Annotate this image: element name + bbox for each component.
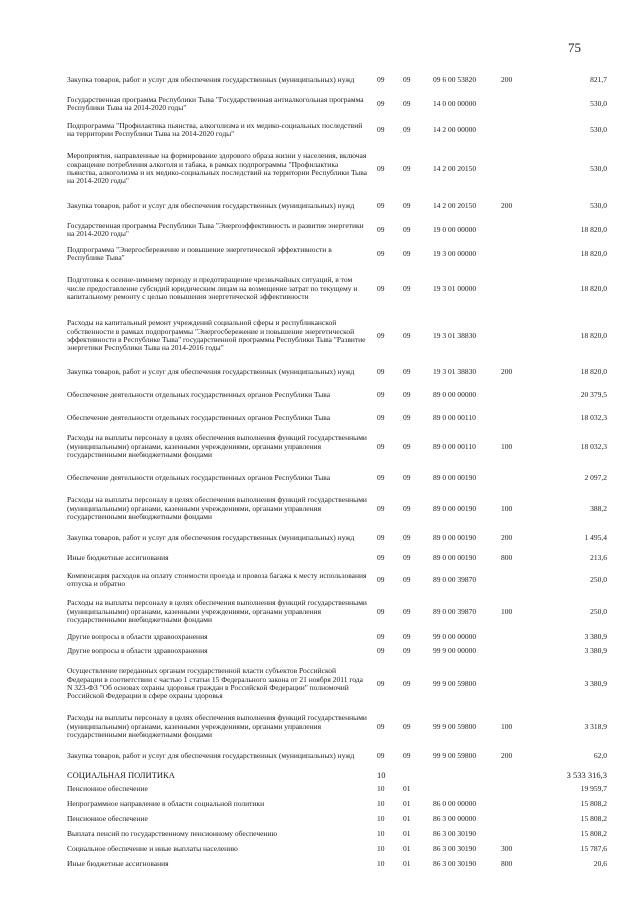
row-sum: 3 380,9 <box>584 631 607 641</box>
row-csr-code: 14 0 00 00000 <box>433 98 477 108</box>
table-row <box>67 492 607 526</box>
table-row <box>67 550 607 566</box>
row-rz-code: 09 <box>377 532 385 542</box>
row-vr-code: 800 <box>501 859 513 869</box>
row-pr-code: 09 <box>403 224 411 234</box>
row-name: Обеспечение деятельности отдельных государственных органов Республики Тыва <box>67 412 331 422</box>
row-name: Непрограммное направление в области социальной политики <box>67 799 265 809</box>
row-rz-code: 09 <box>377 124 385 134</box>
row-sum: 15 787,6 <box>580 844 607 854</box>
row-csr-code: 86 0 00 00000 <box>433 799 477 809</box>
table-row <box>67 144 607 194</box>
row-rz-code: 10 <box>377 769 386 780</box>
row-name: Закупка товаров, работ и услуг для обеспечения государственных (муниципальных) нужд <box>67 74 355 84</box>
row-rz-code: 09 <box>377 330 385 340</box>
row-pr-code: 09 <box>403 389 411 399</box>
row-sum: 20 379,5 <box>580 389 607 399</box>
row-csr-code: 89 0 00 00000 <box>433 389 477 399</box>
table-row <box>67 360 607 384</box>
table-row <box>67 116 607 144</box>
row-sum: 3 533 316,3 <box>566 769 607 780</box>
row-pr-code: 09 <box>403 631 411 641</box>
row-sum: 18 032,3 <box>580 412 607 422</box>
row-pr-code: 01 <box>403 829 411 839</box>
row-pr-code: 09 <box>403 163 411 173</box>
row-csr-code: 89 0 00 00110 <box>433 412 476 422</box>
row-pr-code: 09 <box>403 330 411 340</box>
row-vr-code: 200 <box>501 532 513 542</box>
row-pr-code: 09 <box>403 721 411 731</box>
table-row <box>67 842 607 857</box>
row-vr-code: 100 <box>501 503 513 513</box>
row-rz-code: 09 <box>377 750 385 760</box>
table-row <box>67 266 607 312</box>
row-rz-code: 09 <box>377 163 385 173</box>
row-rz-code: 10 <box>377 784 385 794</box>
budget-table <box>67 68 607 872</box>
row-vr-code: 300 <box>501 844 513 854</box>
row-vr-code: 200 <box>501 366 513 376</box>
row-name: Расходы на выплаты персоналу в целях обеспечения выполнения функций государственными (муниципальными) органами, казенными учреждениями, органами управления государственными внебюджетными фондами <box>67 598 367 625</box>
table-row <box>67 594 607 630</box>
row-name: Осуществление переданных органам государственной власти субъектов Российской Федерации в соответствии с частью 1 статьи 15 Федерального закона от 21 ноября 2011 года N 323-ФЗ "Об основах охраны здоровья граждан в Российской Федерации" полномочий Российской Федерации в сфере охраны здоровья <box>67 666 363 701</box>
row-sum: 20,6 <box>593 859 607 869</box>
table-row <box>67 406 607 430</box>
row-sum: 530,0 <box>590 200 607 210</box>
row-name: Закупка товаров, работ и услуг для обеспечения государственных (муниципальных) нужд <box>67 750 355 760</box>
row-csr-code: 09 6 00 53820 <box>433 74 477 84</box>
row-pr-code: 09 <box>403 750 411 760</box>
row-sum: 1 495,4 <box>584 532 607 542</box>
table-row <box>67 194 607 218</box>
row-name: Компенсация расходов на оплату стоимости проезда и провоза багажа к месту использования отпуска и обратно <box>67 570 367 588</box>
row-sum: 2 097,2 <box>584 472 607 482</box>
row-pr-code: 01 <box>403 859 411 869</box>
row-rz-code: 09 <box>377 248 385 258</box>
table-row <box>67 566 607 594</box>
row-rz-code: 09 <box>377 721 385 731</box>
table-row <box>67 92 607 116</box>
row-sum: 3 380,9 <box>584 645 607 655</box>
row-pr-code: 09 <box>403 124 411 134</box>
table-row <box>67 218 607 242</box>
row-rz-code: 09 <box>377 645 385 655</box>
row-csr-code: 19 0 00 00000 <box>433 224 477 234</box>
row-pr-code: 09 <box>403 552 411 562</box>
row-sum: 18 820,0 <box>580 248 607 258</box>
row-rz-code: 09 <box>377 200 385 210</box>
row-name: Выплата пенсий по государственному пенсионному обеспечению <box>67 829 278 839</box>
row-csr-code: 86 3 00 30190 <box>433 859 477 869</box>
row-pr-code: 01 <box>403 799 411 809</box>
row-pr-code: 09 <box>403 98 411 108</box>
row-name: Пенсионное обеспечение <box>67 814 148 824</box>
row-name: Расходы на выплаты персоналу в целях обеспечения выполнения функций государственными (муниципальными) органами, казенными учреждениями, органами управления государственными внебюджетными фондами <box>67 713 367 740</box>
row-csr-code: 89 0 00 00190 <box>433 552 477 562</box>
table-row <box>67 782 607 797</box>
row-rz-code: 09 <box>377 631 385 641</box>
row-sum: 3 318,9 <box>584 721 607 731</box>
row-pr-code: 09 <box>403 248 411 258</box>
row-pr-code: 09 <box>403 532 411 542</box>
row-csr-code: 89 0 00 39870 <box>433 606 477 616</box>
row-csr-code: 19 3 01 38830 <box>433 366 477 376</box>
row-csr-code: 99 9 00 59800 <box>433 750 477 760</box>
row-sum: 530,0 <box>590 98 607 108</box>
row-sum: 62,0 <box>593 750 607 760</box>
row-csr-code: 99 9 00 59800 <box>433 678 477 688</box>
row-rz-code: 09 <box>377 366 385 376</box>
row-name: Иные бюджетные ассигнования <box>67 552 169 562</box>
row-name: Расходы на выплаты персоналу в целях обеспечения выполнения функций государственными (муниципальными) органами, казенными учреждениями, органами управления государственными внебюджетными фондами <box>67 433 367 460</box>
table-row <box>67 710 607 744</box>
row-sum: 18 820,0 <box>580 330 607 340</box>
row-name: Мероприятия, направленные на формирование здорового образа жизни у населения, включая сокращение потребления алкоголя и табака, в рамках подпрограммы "Профилактика пьянства, алкоголизма и их медико-социальных последствий на территории Республики Тыва на 2014-2020 годы" <box>67 151 367 186</box>
table-row <box>67 744 607 768</box>
table-row <box>67 644 607 658</box>
table-row <box>67 430 607 464</box>
row-sum: 18 820,0 <box>580 366 607 376</box>
table-row <box>67 68 607 92</box>
table-row <box>67 464 607 492</box>
table-row <box>67 768 607 782</box>
row-pr-code: 01 <box>403 844 411 854</box>
row-rz-code: 09 <box>377 503 385 513</box>
row-rz-code: 09 <box>377 472 385 482</box>
row-pr-code: 09 <box>403 574 411 584</box>
row-rz-code: 10 <box>377 844 385 854</box>
row-rz-code: 10 <box>377 814 385 824</box>
row-rz-code: 09 <box>377 678 385 688</box>
row-pr-code: 09 <box>403 366 411 376</box>
row-csr-code: 89 0 00 00110 <box>433 441 476 451</box>
table-row <box>67 797 607 812</box>
row-vr-code: 100 <box>501 721 513 731</box>
row-vr-code: 800 <box>501 552 513 562</box>
row-sum: 19 959,7 <box>580 784 607 794</box>
row-name: Социальное обеспечение и иные выплаты населению <box>67 844 238 854</box>
row-csr-code: 86 3 00 00000 <box>433 814 477 824</box>
row-pr-code: 09 <box>403 283 411 293</box>
row-sum: 213,6 <box>590 552 607 562</box>
row-rz-code: 10 <box>377 859 385 869</box>
table-row <box>67 312 607 360</box>
row-csr-code: 14 2 00 20150 <box>433 163 477 173</box>
row-rz-code: 09 <box>377 98 385 108</box>
row-name: Закупка товаров, работ и услуг для обеспечения государственных (муниципальных) нужд <box>67 366 355 376</box>
row-csr-code: 14 2 00 20150 <box>433 200 477 210</box>
row-name: Иные бюджетные ассигнования <box>67 859 169 869</box>
row-rz-code: 09 <box>377 224 385 234</box>
row-csr-code: 89 0 00 39870 <box>433 574 477 584</box>
table-row <box>67 658 607 710</box>
table-row <box>67 857 607 872</box>
row-pr-code: 09 <box>403 503 411 513</box>
row-name: Другие вопросы в области здравоохранения <box>67 631 208 641</box>
row-csr-code: 86 3 00 30190 <box>433 844 477 854</box>
row-name: Расходы на капитальный ремонт учреждений социальной сферы и республиканской собственности в рамках подпрограммы "Энергосбережение и повышение энергетической эффективности в Республике Тыва" государственной программы Республики Тыва "Развитие энергетики Республики Тыва на 2014-2016 годы" <box>67 318 366 353</box>
table-row <box>67 242 607 266</box>
row-name: Другие вопросы в области здравоохранения <box>67 645 208 655</box>
row-rz-code: 09 <box>377 441 385 451</box>
row-csr-code: 14 2 00 00000 <box>433 124 477 134</box>
row-rz-code: 09 <box>377 606 385 616</box>
row-rz-code: 09 <box>377 74 385 84</box>
row-name: Государственная программа Республики Тыва "Энергоэффективность и развитие энергетики на 2014-2020 годы" <box>67 220 364 238</box>
row-sum: 15 808,2 <box>580 814 607 824</box>
row-pr-code: 01 <box>403 784 411 794</box>
row-sum: 18 820,0 <box>580 224 607 234</box>
row-csr-code: 89 0 00 00190 <box>433 532 477 542</box>
row-sum: 530,0 <box>590 163 607 173</box>
row-csr-code: 99 9 00 59800 <box>433 721 477 731</box>
table-row <box>67 630 607 644</box>
row-name: Государственная программа Республики Тыва "Государственная антиалкогольная программа Республики Тыва на 2014-2020 годы" <box>67 94 364 112</box>
row-name: Расходы на выплаты персоналу в целях обеспечения выполнения функций государственными (муниципальными) органами, казенными учреждениями, органами управления государственными внебюджетными фондами <box>67 495 367 522</box>
row-rz-code: 09 <box>377 389 385 399</box>
row-name: Подпрограмма "Профилактика пьянства, алкоголизма и их медико-социальных последствий на территории Республики Тыва на 2014-2020 годы" <box>67 120 363 138</box>
row-csr-code: 99 9 00 00000 <box>433 645 477 655</box>
row-csr-code: 99 0 00 00000 <box>433 631 477 641</box>
row-sum: 530,0 <box>590 124 607 134</box>
row-name: Закупка товаров, работ и услуг для обеспечения государственных (муниципальных) нужд <box>67 532 355 542</box>
row-rz-code: 09 <box>377 574 385 584</box>
row-rz-code: 09 <box>377 552 385 562</box>
row-sum: 821,7 <box>590 74 607 84</box>
table-row <box>67 384 607 406</box>
row-csr-code: 19 3 00 00000 <box>433 248 477 258</box>
page-number: 75 <box>568 40 581 55</box>
row-pr-code: 09 <box>403 645 411 655</box>
row-sum: 15 808,2 <box>580 799 607 809</box>
row-name: Закупка товаров, работ и услуг для обеспечения государственных (муниципальных) нужд <box>67 200 355 210</box>
row-csr-code: 86 3 00 30190 <box>433 829 477 839</box>
row-csr-code: 89 0 00 00190 <box>433 503 477 513</box>
row-csr-code: 19 3 01 38830 <box>433 330 477 340</box>
row-pr-code: 01 <box>403 814 411 824</box>
row-pr-code: 09 <box>403 606 411 616</box>
row-sum: 15 808,2 <box>580 829 607 839</box>
row-rz-code: 10 <box>377 829 385 839</box>
row-pr-code: 09 <box>403 74 411 84</box>
row-pr-code: 09 <box>403 678 411 688</box>
row-pr-code: 09 <box>403 441 411 451</box>
row-sum: 18 820,0 <box>580 283 607 293</box>
row-vr-code: 200 <box>501 74 513 84</box>
row-vr-code: 100 <box>501 441 513 451</box>
row-name: Обеспечение деятельности отдельных государственных органов Республики Тыва <box>67 389 331 399</box>
row-name: Пенсионное обеспечение <box>67 784 148 794</box>
row-pr-code: 09 <box>403 472 411 482</box>
row-rz-code: 09 <box>377 412 385 422</box>
row-rz-code: 10 <box>377 799 385 809</box>
row-pr-code: 09 <box>403 412 411 422</box>
row-name: СОЦИАЛЬНАЯ ПОЛИТИКА <box>67 769 175 780</box>
row-sum: 388,2 <box>590 503 607 513</box>
row-sum: 18 032,3 <box>580 441 607 451</box>
row-name: Обеспечение деятельности отдельных государственных органов Республики Тыва <box>67 472 331 482</box>
row-vr-code: 200 <box>501 750 513 760</box>
table-row <box>67 827 607 842</box>
row-csr-code: 19 3 01 00000 <box>433 283 477 293</box>
row-name: Подпрограмма "Энергосбережение и повышение энергетической эффективности в Республике Тыва" <box>67 244 332 262</box>
row-sum: 250,0 <box>590 574 607 584</box>
row-vr-code: 200 <box>501 200 513 210</box>
row-sum: 250,0 <box>590 606 607 616</box>
table-row <box>67 812 607 827</box>
table-row <box>67 526 607 550</box>
row-vr-code: 100 <box>501 606 513 616</box>
row-pr-code: 09 <box>403 200 411 210</box>
row-sum: 3 380,9 <box>584 678 607 688</box>
row-rz-code: 09 <box>377 283 385 293</box>
row-csr-code: 89 0 00 00190 <box>433 472 477 482</box>
row-name: Подготовка к осенне-зимнему периоду и предотвращение чрезвычайных ситуаций, в том числе предоставление субсидий юридическим лицам на возмещение затрат по текущему и капитальному ремонту с целью повышения энергетической эффективности <box>67 275 358 302</box>
